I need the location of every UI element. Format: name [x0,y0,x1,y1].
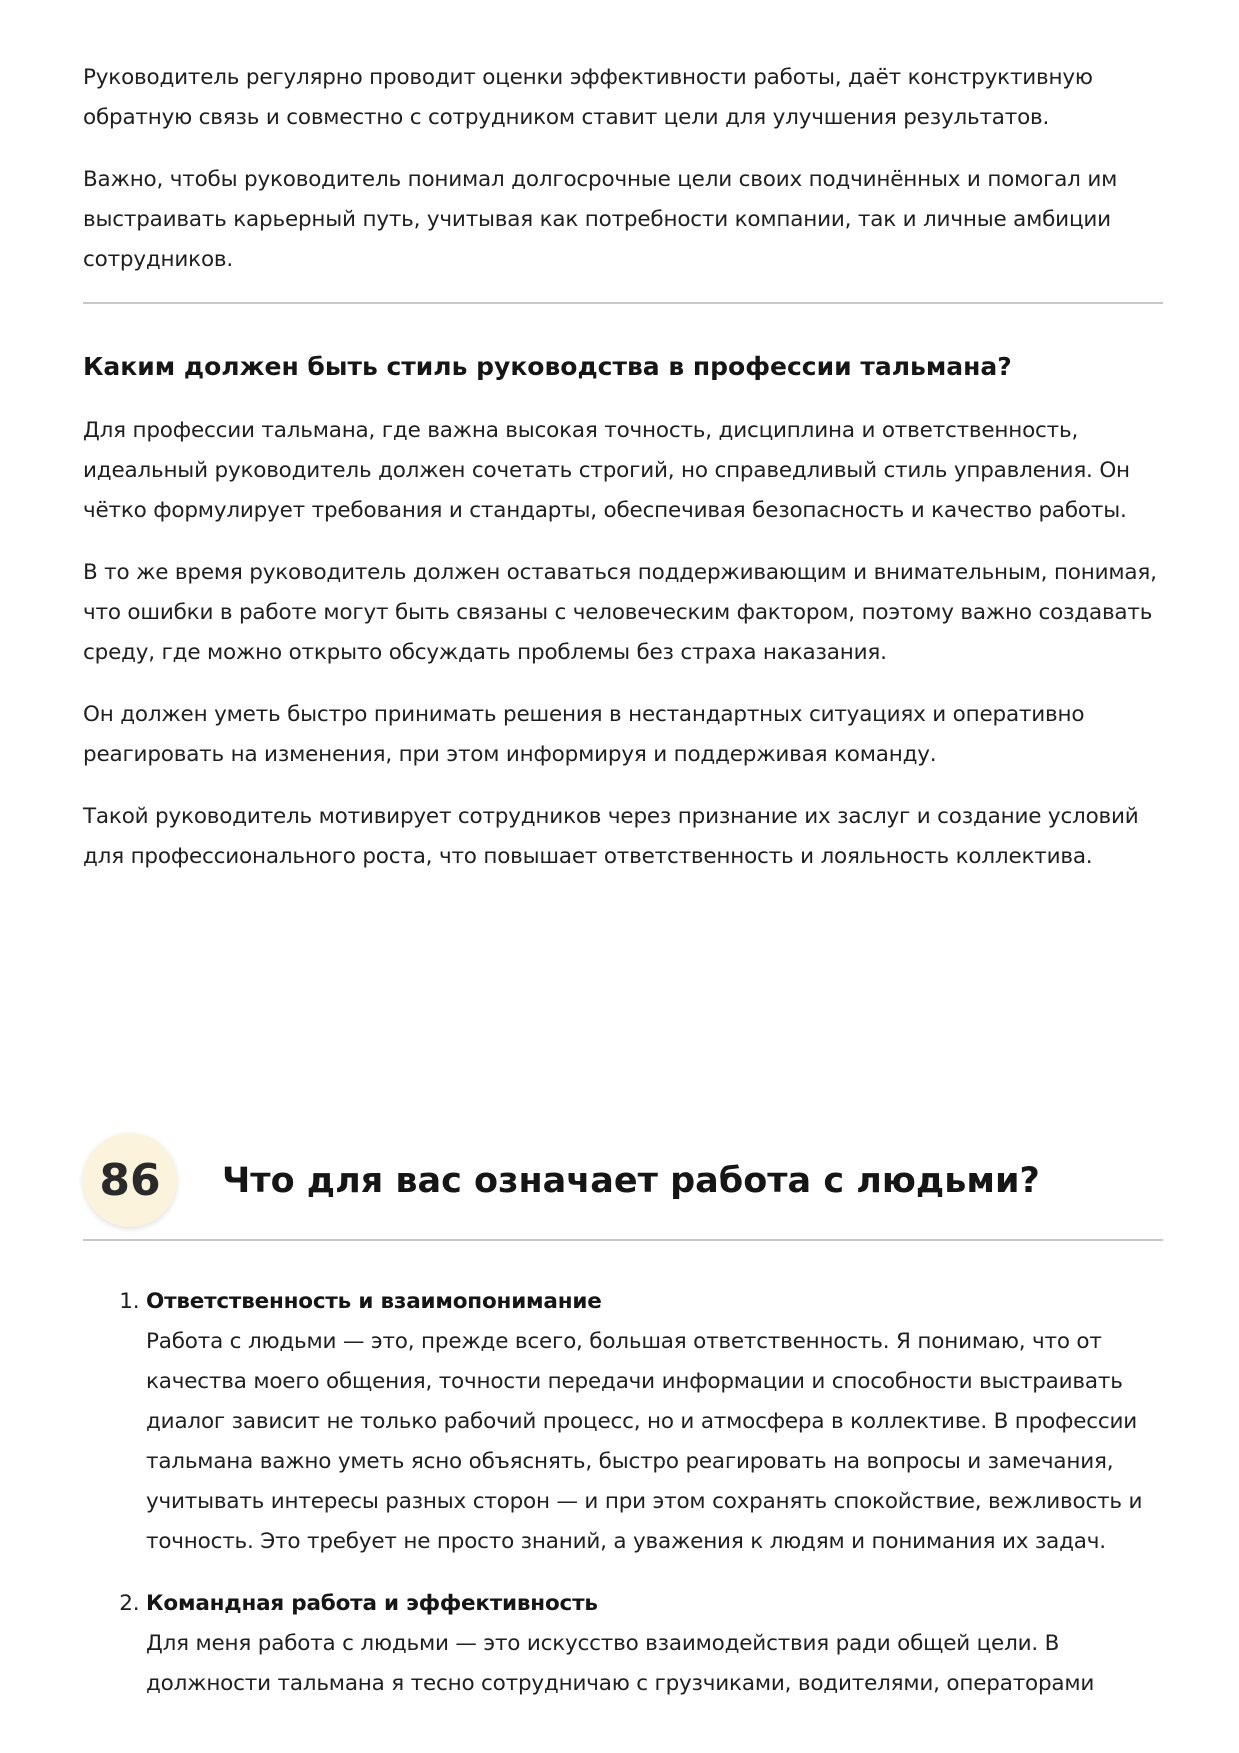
list-item [146,1282,1163,1562]
question-number-badge: 86 [83,1133,177,1227]
intro-paragraph-2: Важно, чтобы руководитель понимал долгосрочные цели своих подчинённых и помогал им выстраивать карьерный путь, учитывая как потребности компании, так и личные амбиции сотрудников. [83,167,1118,272]
list-item [146,1584,1163,1704]
section-paragraph-3: Он должен уметь быстро принимать решения в нестандартных ситуациях и оперативно реагировать на изменения, при этом информируя и поддерживая команду. [83,702,1085,767]
answer-title: 1. Ответственность и взаимопонимание [146,1289,602,1314]
section-heading: Каким должен быть стиль руководства в профессии тальмана? [83,352,1012,381]
section-paragraph-4: Такой руководитель мотивирует сотрудников через признание их заслуг и создание условий для профессионального роста, что повышает ответственность и лояльность коллектива. [83,804,1139,869]
section-paragraph-1: Для профессии тальмана, где важна высокая точность, дисциплина и ответственность, идеальный руководитель должен сочетать строгий, но справедливый стиль управления. Он чётко формулирует требования и стандарты, обеспечивая безопасность и качество работы. [83,418,1130,523]
question-divider [83,1239,1163,1241]
answer-body: Для меня работа с людьми — это искусство взаимодействия ради общей цели. В должности тальмана я тесно сотрудничаю с грузчиками, водителями, операторами [146,1631,1095,1696]
question-header [83,1133,1163,1243]
answer-body: Работа с людьми — это, прежде всего, большая ответственность. Я понимаю, что от качества моего общения, точности передачи информации и способности выстраивать диалог зависит не только рабочий процесс, но и атмосфера в коллективе. В профессии тальмана важно уметь ясно объяснять, быстро реагировать на вопросы и замечания, учитывать интересы разных сторон — и при этом сохранять спокойствие, вежливость и точность. Это требует не просто знаний, а уважения к людям и понимания их задач. [146,1329,1143,1554]
intro-paragraph-1: Руководитель регулярно проводит оценки эффективности работы, даёт конструктивную обратную связь и совместно с сотрудником ставит цели для улучшения результатов. [83,65,1093,130]
question-title: Что для вас означает работа с людьми? [222,1161,1040,1201]
answer-list [83,1282,1163,1726]
answer-title: 2. Командная работа и эффективность [146,1591,598,1616]
section-paragraph-2: В то же время руководитель должен оставаться поддерживающим и внимательным, понимая, что ошибки в работе могут быть связаны с человеческим фактором, поэтому важно создавать среду, где можно открыто обсуждать проблемы без страха наказания. [83,560,1157,665]
page-content [83,58,1163,899]
